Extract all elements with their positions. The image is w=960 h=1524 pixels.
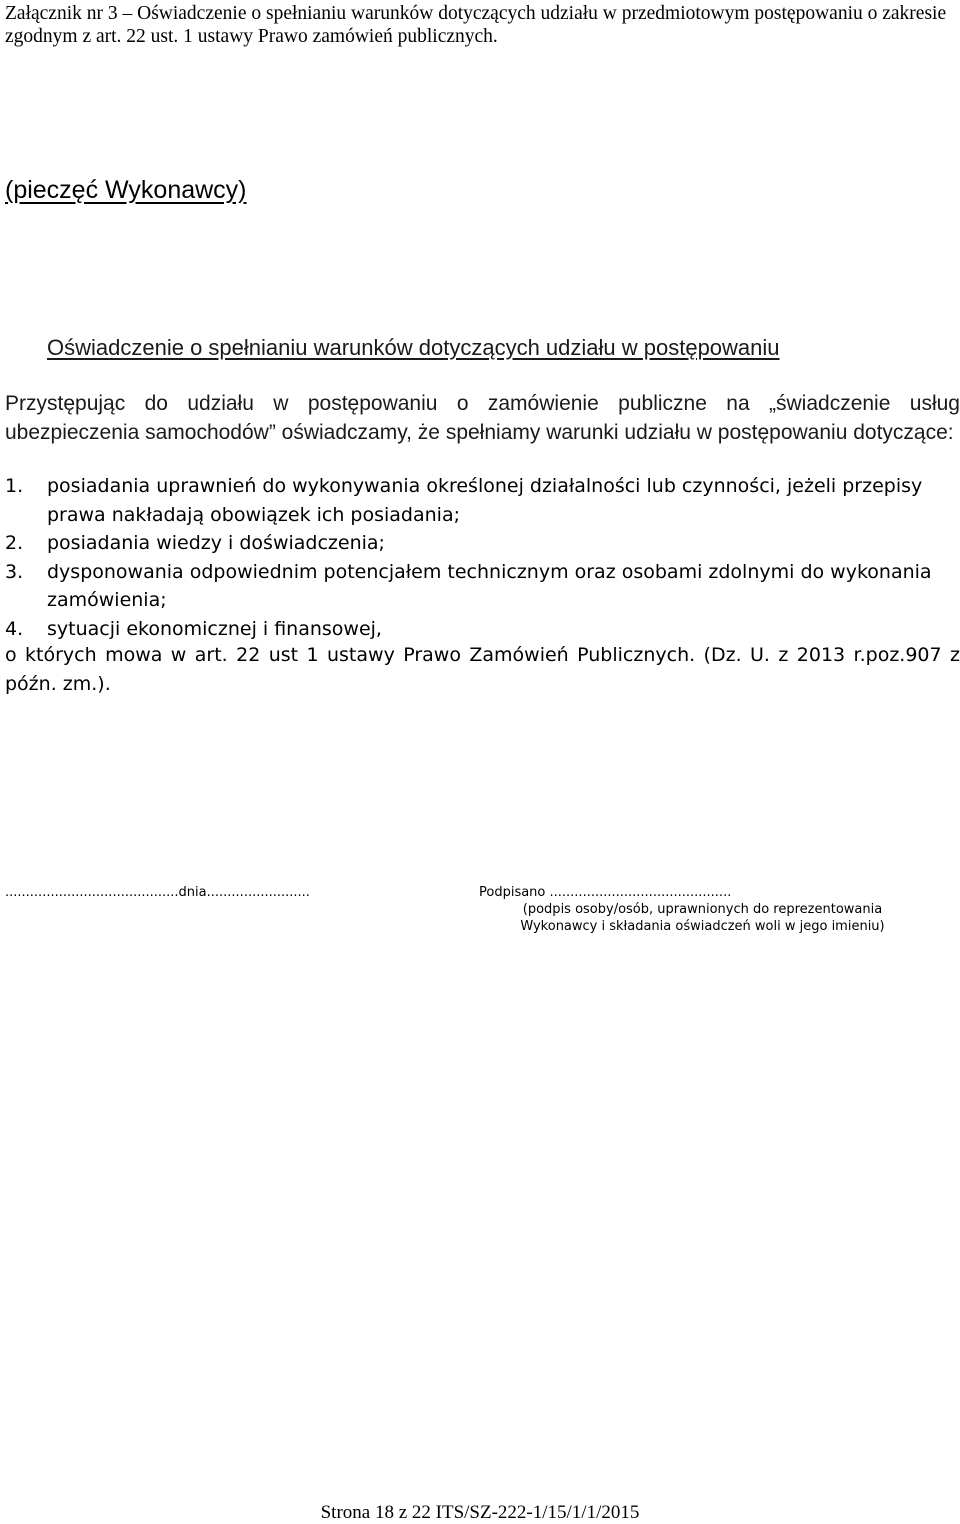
contractor-stamp-label: (pieczęć Wykonawcy)	[5, 176, 247, 204]
list-item	[5, 529, 960, 558]
signature-field-line: Podpisano ............................................	[479, 885, 732, 900]
conditions-list	[5, 472, 960, 643]
date-field-line: ..........................................dnia.........................	[5, 885, 310, 900]
list-item-number: 2.	[5, 532, 24, 554]
statement-closing: o których mowa w art. 22 ust 1 ustawy Prawo Zamówień Publicznych. (Dz. U. z 2013 r.poz.907 z późn. zm.).	[5, 644, 960, 695]
signature-note-line: (podpis osoby/osób, uprawnionych do reprezentowania	[522, 902, 883, 917]
list-item-number: 4.	[5, 617, 24, 640]
page-footer: Strona 18 z 22 ITS/SZ-222-1/15/1/1/2015	[320, 1502, 640, 1523]
statement-intro: Przystępując do udziału w postępowaniu o zamówienie publiczne na „świadczenie usług ubezpieczenia samochodów” oświadczamy, że spełniamy warunki udziału w postępowaniu dotyczące:	[5, 392, 960, 444]
list-item-text: posiadania wiedzy i doświadczenia;	[47, 532, 385, 554]
list-item-number: 1.	[5, 475, 24, 497]
list-item-text: sytuacji ekonomicznej i finansowej,	[47, 617, 382, 640]
list-item	[5, 615, 960, 644]
list-item	[5, 558, 960, 615]
annex-header: Załącznik nr 3 – Oświadczenie o spełnianiu warunków dotyczących udziału w przedmiotowym postępowaniu o zakresie zgodnym z art. 22 ust. 1 ustawy Prawo zamówień publicznych.	[5, 3, 947, 47]
signature-note	[505, 901, 900, 935]
signature-note-line: Wykonawcy i składania oświadczeń woli w jego imieniu)	[520, 919, 885, 934]
list-item-text: dysponowania odpowiednim potencjałem technicznym oraz osobami zdolnymi do wykonania zamówienia;	[47, 560, 932, 611]
statement-title: Oświadczenie o spełnianiu warunków dotyczących udziału w postępowaniu	[47, 335, 780, 360]
list-item	[5, 472, 960, 529]
list-item-text: posiadania uprawnień do wykonywania określonej działalności lub czynności, jeżeli przepisy prawa nakładają obowiązek ich posiadania;	[47, 475, 923, 526]
list-item-number: 3.	[5, 560, 24, 583]
